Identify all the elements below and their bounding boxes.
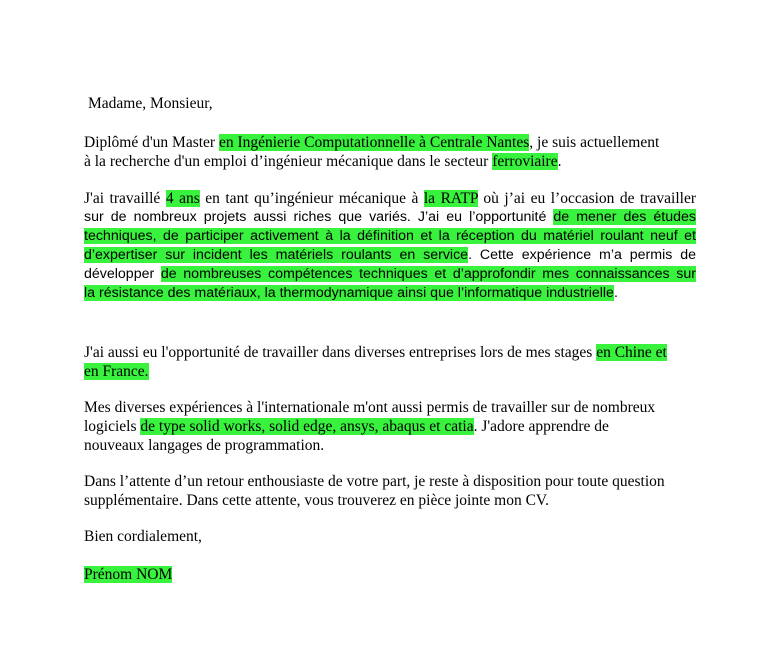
closing: Bien cordialement, <box>84 528 202 545</box>
paragraph-line <box>84 417 696 436</box>
text-run: . <box>613 285 618 301</box>
text-run: J'ai travaillé <box>84 190 166 207</box>
highlight: en Chine et <box>596 344 667 361</box>
text-run: à la recherche d'un emploi d’ingénieur mécanique dans le secteur <box>84 153 493 170</box>
paragraph-software <box>84 398 696 455</box>
paragraph-line <box>84 246 696 265</box>
paragraph-line <box>84 265 696 284</box>
highlight: la résistance des matériaux, la thermodynamique ainsi que l’informatique industrielle <box>84 285 614 301</box>
paragraph-closing-remark <box>84 472 696 510</box>
text-run: logiciels <box>84 418 141 435</box>
paragraph-line: Dans l’attente d’un retour enthousiaste de votre part, je reste à disposition pour toute question <box>84 473 665 490</box>
highlight: d’expertiser sur incident les matériels roulants en service <box>84 247 469 263</box>
paragraph-line: nouveaux langages de programmation. <box>84 437 325 454</box>
paragraph-line <box>84 152 696 171</box>
highlight: de nombreuses compétences techniques et d’approfondir mes connaissances sur <box>160 266 696 282</box>
signature-highlight: Prénom NOM <box>84 566 173 583</box>
highlight: de type solid works, solid edge, ansys, abaqus et catia <box>140 418 474 435</box>
highlight: techniques, de participer activement à la définition et la réception du matériel roulant neuf et <box>84 228 696 244</box>
paragraph-line: supplémentaire. Dans cette attente, vous trouverez en pièce jointe mon CV. <box>84 492 549 509</box>
text-run: développer <box>84 266 161 282</box>
paragraph-line: Mes diverses expériences à l'internationale m'ont aussi permis de travailler sur de nombreux <box>84 399 656 416</box>
highlight: 4 ans <box>165 190 200 207</box>
text-run: . <box>557 153 562 170</box>
paragraph-line <box>84 133 696 152</box>
text-run: . Cette expérience m’a permis de <box>468 247 697 263</box>
paragraph-line <box>84 208 696 227</box>
text-run: en tant qu’ingénieur mécanique à <box>199 190 424 207</box>
text-run: J'ai aussi eu l'opportunité de travailler dans diverses entreprises lors de mes stages <box>84 344 597 361</box>
paragraph-internships <box>84 343 696 381</box>
text-run: , je suis actuellement <box>529 134 660 151</box>
text-run: où j’ai eu l’occasion de travailler <box>477 190 696 207</box>
text-run: sur de nombreux projets aussi riches que variés. J’ai eu l’opportunité <box>84 209 554 225</box>
paragraph-line <box>84 227 696 246</box>
paragraph-experience <box>84 189 696 208</box>
text-run: Diplômé d'un Master <box>84 134 219 151</box>
highlight: de mener des études <box>553 209 696 225</box>
paragraph-line <box>84 362 696 381</box>
paragraph-line <box>84 284 696 303</box>
signature <box>84 565 696 584</box>
highlight: en Ingénierie Computationnelle à Centrale Nantes <box>218 134 530 151</box>
highlight: ferroviaire <box>492 153 558 170</box>
highlight: en France. <box>84 363 149 380</box>
greeting: Madame, Monsieur, <box>88 95 213 112</box>
paragraph-experience-cont <box>84 208 696 303</box>
paragraph-education <box>84 133 696 171</box>
highlight: la RATP <box>423 190 478 207</box>
text-run: . J'adore apprendre de <box>473 418 609 435</box>
paragraph-line <box>84 189 696 208</box>
paragraph-line <box>84 343 696 362</box>
